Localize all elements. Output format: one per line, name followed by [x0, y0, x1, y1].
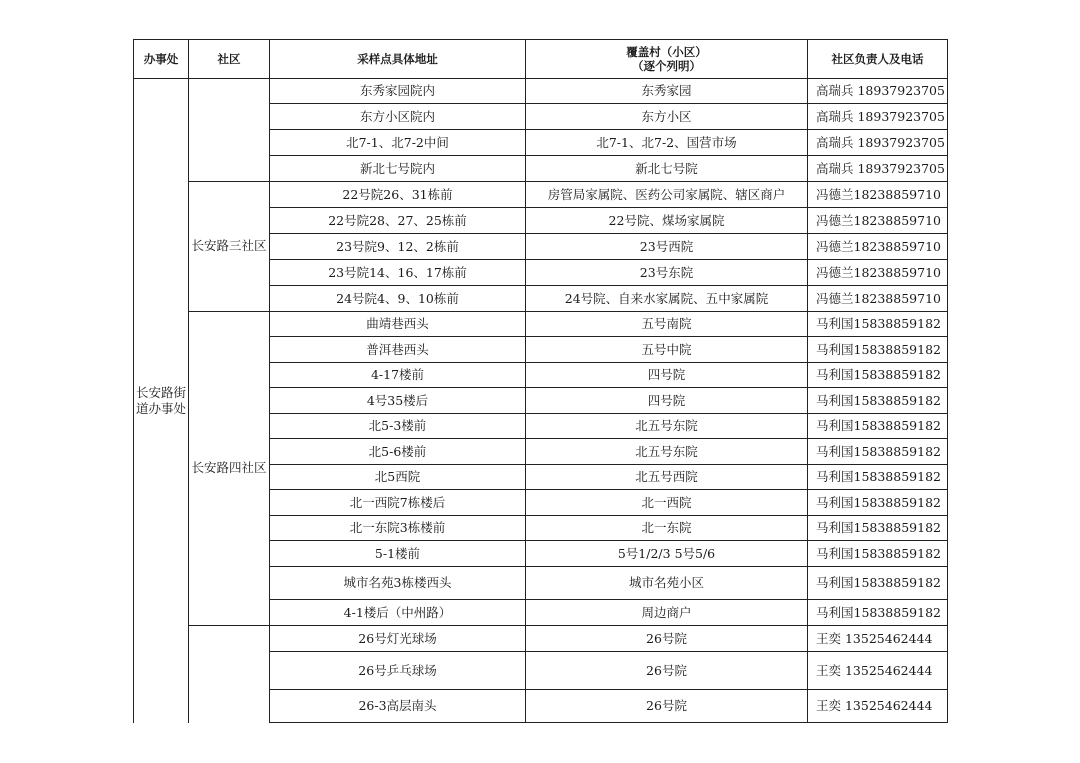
coverage-cell: 26号院 [526, 652, 808, 690]
coverage-cell: 5号1/2/3 5号5/6 [526, 541, 808, 567]
coverage-cell: 五号中院 [526, 337, 808, 363]
address-cell: 22号院26、31栋前 [270, 182, 526, 208]
contact-cell: 马利国15838859182 [808, 541, 948, 567]
contact-cell: 高瑞兵 18937923705 [808, 130, 948, 156]
contact-cell: 马利国15838859182 [808, 337, 948, 363]
contact-cell: 马利国15838859182 [808, 516, 948, 541]
coverage-cell: 22号院、煤场家属院 [526, 208, 808, 234]
coverage-cell: 北7-1、北7-2、国营市场 [526, 130, 808, 156]
contact-cell: 马利国15838859182 [808, 600, 948, 626]
header-coverage [526, 40, 808, 79]
contact-cell: 冯德兰18238859710 [808, 234, 948, 260]
address-cell: 曲靖巷西头 [270, 312, 526, 337]
coverage-cell: 五号南院 [526, 312, 808, 337]
contact-cell: 高瑞兵 18937923705 [808, 156, 948, 182]
address-cell: 26号灯光球场 [270, 626, 526, 652]
contact-cell: 马利国15838859182 [808, 439, 948, 465]
contact-cell: 冯德兰18238859710 [808, 260, 948, 286]
community-cell-blank [189, 626, 270, 723]
table-row [134, 312, 948, 337]
address-cell: 东秀家园院内 [270, 79, 526, 104]
contact-cell: 冯德兰18238859710 [808, 182, 948, 208]
header-coverage-line1: 覆盖村（小区） [626, 44, 707, 59]
address-cell: 北一东院3栋楼前 [270, 516, 526, 541]
coverage-cell: 23号东院 [526, 260, 808, 286]
contact-cell: 马利国15838859182 [808, 363, 948, 388]
coverage-cell: 26号院 [526, 690, 808, 723]
community-cell-blank [189, 79, 270, 182]
contact-cell: 马利国15838859182 [808, 312, 948, 337]
header-coverage-line2: （逐个列明） [632, 59, 701, 73]
coverage-cell: 26号院 [526, 626, 808, 652]
contact-cell: 马利国15838859182 [808, 490, 948, 516]
coverage-cell: 东方小区 [526, 104, 808, 130]
coverage-cell: 北一东院 [526, 516, 808, 541]
contact-cell: 王奕 13525462444 [808, 626, 948, 652]
contact-cell: 马利国15838859182 [808, 567, 948, 600]
address-cell: 北一西院7栋楼后 [270, 490, 526, 516]
contact-cell: 马利国15838859182 [808, 414, 948, 439]
address-cell: 新北七号院内 [270, 156, 526, 182]
header-office: 办事处 [134, 40, 189, 79]
coverage-cell: 城市名苑小区 [526, 567, 808, 600]
community-cell-3: 长安路三社区 [189, 182, 270, 312]
contact-cell: 冯德兰18238859710 [808, 286, 948, 312]
sampling-sites-table [133, 39, 948, 723]
contact-cell: 高瑞兵 18937923705 [808, 79, 948, 104]
header-row [134, 40, 948, 79]
address-cell: 23号院14、16、17栋前 [270, 260, 526, 286]
header-address: 采样点具体地址 [270, 40, 526, 79]
address-cell: 4-17楼前 [270, 363, 526, 388]
coverage-cell: 北一西院 [526, 490, 808, 516]
address-cell: 北5-3楼前 [270, 414, 526, 439]
address-cell: 22号院28、27、25栋前 [270, 208, 526, 234]
coverage-cell: 北五号西院 [526, 465, 808, 490]
address-cell: 东方小区院内 [270, 104, 526, 130]
coverage-cell: 北五号东院 [526, 439, 808, 465]
address-cell: 23号院9、12、2栋前 [270, 234, 526, 260]
community-cell-4: 长安路四社区 [189, 312, 270, 626]
contact-cell: 冯德兰18238859710 [808, 208, 948, 234]
address-cell: 4号35楼后 [270, 388, 526, 414]
address-cell: 5-1楼前 [270, 541, 526, 567]
table-row [134, 626, 948, 652]
coverage-cell: 周边商户 [526, 600, 808, 626]
contact-cell: 马利国15838859182 [808, 388, 948, 414]
coverage-cell: 23号西院 [526, 234, 808, 260]
contact-cell: 高瑞兵 18937923705 [808, 104, 948, 130]
contact-cell: 王奕 13525462444 [808, 690, 948, 723]
coverage-cell: 24号院、自来水家属院、五中家属院 [526, 286, 808, 312]
address-cell: 26号乒乓球场 [270, 652, 526, 690]
table-row [134, 79, 948, 104]
address-cell: 北7-1、北7-2中间 [270, 130, 526, 156]
coverage-cell: 东秀家园 [526, 79, 808, 104]
address-cell: 城市名苑3栋楼西头 [270, 567, 526, 600]
contact-cell: 王奕 13525462444 [808, 652, 948, 690]
coverage-cell: 四号院 [526, 363, 808, 388]
header-contact: 社区负责人及电话 [808, 40, 948, 79]
office-cell: 长安路街道办事处 [134, 79, 189, 723]
address-cell: 24号院4、9、10栋前 [270, 286, 526, 312]
address-cell: 普洱巷西头 [270, 337, 526, 363]
coverage-cell: 四号院 [526, 388, 808, 414]
contact-cell: 马利国15838859182 [808, 465, 948, 490]
header-community: 社区 [189, 40, 270, 79]
coverage-cell: 新北七号院 [526, 156, 808, 182]
address-cell: 北5西院 [270, 465, 526, 490]
address-cell: 北5-6楼前 [270, 439, 526, 465]
address-cell: 26-3高层南头 [270, 690, 526, 723]
table-row [134, 182, 948, 208]
coverage-cell: 房管局家属院、医药公司家属院、辖区商户 [526, 182, 808, 208]
coverage-cell: 北五号东院 [526, 414, 808, 439]
address-cell: 4-1楼后（中州路） [270, 600, 526, 626]
